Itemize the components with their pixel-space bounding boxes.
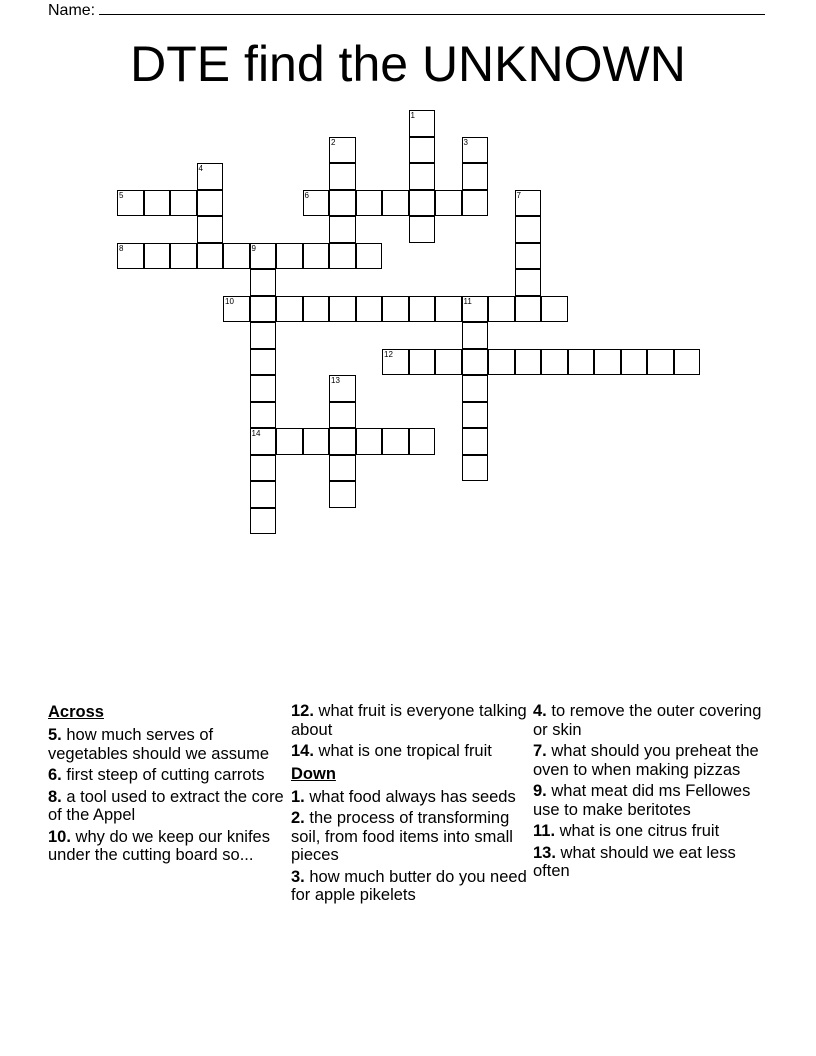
clue-down-13: 13. what should we eat less often (533, 843, 736, 880)
clue-across-5: 5. how much serves of vegetables should we assume (48, 726, 270, 763)
clue-across-8: 8. a tool used to extract the core of the Appel (48, 787, 284, 824)
crossword-cell[interactable] (329, 243, 356, 270)
crossword-cell[interactable] (462, 163, 489, 190)
crossword-cell[interactable] (647, 349, 674, 376)
crossword-cell[interactable] (144, 243, 171, 270)
crossword-cell[interactable] (329, 137, 356, 164)
clue-across-12: 12. what fruit is everyone talking about (291, 702, 527, 739)
crossword-cell[interactable] (541, 296, 568, 323)
crossword-cell[interactable] (594, 349, 621, 376)
crossword-cell[interactable] (382, 190, 409, 217)
crossword-cell[interactable] (170, 190, 197, 217)
crossword-cell[interactable] (303, 428, 330, 455)
crossword-cell[interactable] (197, 243, 224, 270)
crossword-cell[interactable] (462, 190, 489, 217)
crossword-cell[interactable] (329, 428, 356, 455)
crossword-cell[interactable] (223, 243, 250, 270)
crossword-cell[interactable] (329, 296, 356, 323)
crossword-cell[interactable] (144, 190, 171, 217)
crossword-cell[interactable] (568, 349, 595, 376)
crossword-cell[interactable] (117, 190, 144, 217)
crossword-cell[interactable] (515, 296, 542, 323)
crossword-cell[interactable] (329, 163, 356, 190)
clue-down-2: 2. the process of transforming soil, from food items into small pieces (291, 809, 513, 864)
crossword-cell[interactable] (409, 190, 436, 217)
crossword-cell[interactable] (197, 190, 224, 217)
crossword-cell[interactable] (462, 349, 489, 376)
crossword-cell[interactable] (197, 216, 224, 243)
clue-column-1 (48, 702, 284, 868)
crossword-cell[interactable] (329, 481, 356, 508)
crossword-cell[interactable] (356, 190, 383, 217)
clue-down-3: 3. how much butter do you need for apple pikelets (291, 867, 527, 904)
cell-number: 8 (119, 243, 124, 253)
clue-across-6: 6. first steep of cutting carrots (48, 766, 265, 784)
crossword-cell[interactable] (250, 508, 277, 535)
cell-number: 2 (331, 137, 336, 147)
crossword-cell[interactable] (303, 243, 330, 270)
cell-number: 11 (463, 296, 472, 306)
crossword-cell[interactable] (488, 296, 515, 323)
crossword-cell[interactable] (409, 296, 436, 323)
crossword-cell[interactable] (515, 269, 542, 296)
cell-number: 14 (251, 429, 261, 438)
crossword-cell[interactable] (329, 455, 356, 482)
cell-number: 5 (119, 190, 124, 200)
crossword-cell[interactable] (462, 137, 489, 164)
crossword-cell[interactable] (250, 349, 277, 376)
crossword-cell[interactable] (409, 137, 436, 164)
crossword-cell[interactable] (462, 428, 489, 455)
crossword-cell[interactable] (435, 349, 462, 376)
crossword-cell[interactable] (409, 163, 436, 190)
crossword-cell[interactable] (250, 375, 277, 402)
crossword-cell[interactable] (250, 296, 277, 323)
crossword-cell[interactable] (170, 243, 197, 270)
crossword-cell[interactable] (515, 190, 542, 217)
crossword-cell[interactable] (276, 428, 303, 455)
crossword-cell[interactable] (303, 296, 330, 323)
name-label: Name: (48, 2, 96, 19)
crossword-cell[interactable] (329, 216, 356, 243)
crossword-cell[interactable] (250, 428, 277, 455)
crossword-cell[interactable] (250, 402, 277, 429)
page-title: DTE find the UNKNOWN (130, 36, 686, 92)
crossword-cell[interactable] (250, 269, 277, 296)
crossword-cell[interactable] (276, 296, 303, 323)
cell-number: 7 (516, 190, 521, 200)
crossword-cell[interactable] (329, 402, 356, 429)
crossword-cell[interactable] (382, 428, 409, 455)
cell-number: 12 (384, 349, 393, 359)
crossword-cell[interactable] (356, 243, 383, 270)
cell-number: 10 (225, 296, 234, 306)
crossword-cell[interactable] (117, 243, 144, 270)
crossword-cell[interactable] (435, 296, 462, 323)
crossword-cell[interactable] (515, 349, 542, 376)
crossword-cell[interactable] (409, 110, 436, 137)
crossword-cell[interactable] (515, 243, 542, 270)
crossword-cell[interactable] (329, 190, 356, 217)
crossword-cell[interactable] (382, 296, 409, 323)
cell-number: 4 (198, 164, 203, 173)
crossword-cell[interactable] (462, 375, 489, 402)
crossword-cell[interactable] (250, 455, 277, 482)
crossword-cell[interactable] (488, 349, 515, 376)
crossword-cell[interactable] (462, 455, 489, 482)
clue-down-9: 9. what meat did ms Fellowes use to make beritotes (533, 782, 751, 819)
crossword-cell[interactable] (303, 190, 330, 217)
down-heading: Down (291, 764, 336, 783)
cell-number: 9 (251, 243, 256, 253)
clue-across-14: 14. what is one tropical fruit (291, 742, 492, 760)
clue-down-4: 4. to remove the outer covering or skin (533, 702, 762, 739)
crossword-cell[interactable] (356, 296, 383, 323)
crossword-cell[interactable] (250, 243, 277, 270)
crossword-cell[interactable] (250, 322, 277, 349)
clue-down-11: 11. what is one citrus fruit (533, 822, 720, 840)
cell-number: 13 (331, 376, 340, 385)
clue-across-10: 10. why do we keep our knifes under the cutting board so... (48, 827, 270, 864)
crossword-cell[interactable] (276, 243, 303, 270)
crossword-cell[interactable] (541, 349, 568, 376)
crossword-cell[interactable] (462, 322, 489, 349)
crossword-cell[interactable] (197, 163, 224, 190)
clue-down-7: 7. what should you preheat the oven to when making pizzas (533, 742, 759, 779)
crossword-cell[interactable] (250, 481, 277, 508)
crossword-cell[interactable] (674, 349, 701, 376)
clue-column-3 (533, 702, 769, 884)
crossword-cell[interactable] (223, 296, 250, 323)
clue-column-2 (291, 702, 527, 908)
crossword-cell[interactable] (356, 428, 383, 455)
cell-number: 6 (304, 190, 309, 200)
crossword-cell[interactable] (329, 375, 356, 402)
crossword-cell[interactable] (515, 216, 542, 243)
crossword-cell[interactable] (462, 296, 489, 323)
cell-number: 3 (463, 137, 468, 147)
crossword-cell[interactable] (435, 190, 462, 217)
clue-down-1: 1. what food always has seeds (291, 787, 516, 806)
crossword-cell[interactable] (462, 402, 489, 429)
crossword-cell[interactable] (409, 216, 436, 243)
across-heading: Across (48, 703, 104, 721)
cell-number: 1 (410, 111, 415, 120)
crossword-cell[interactable] (621, 349, 648, 376)
crossword-cell[interactable] (409, 428, 436, 455)
crossword-cell[interactable] (382, 349, 409, 376)
crossword-cell[interactable] (409, 349, 436, 376)
